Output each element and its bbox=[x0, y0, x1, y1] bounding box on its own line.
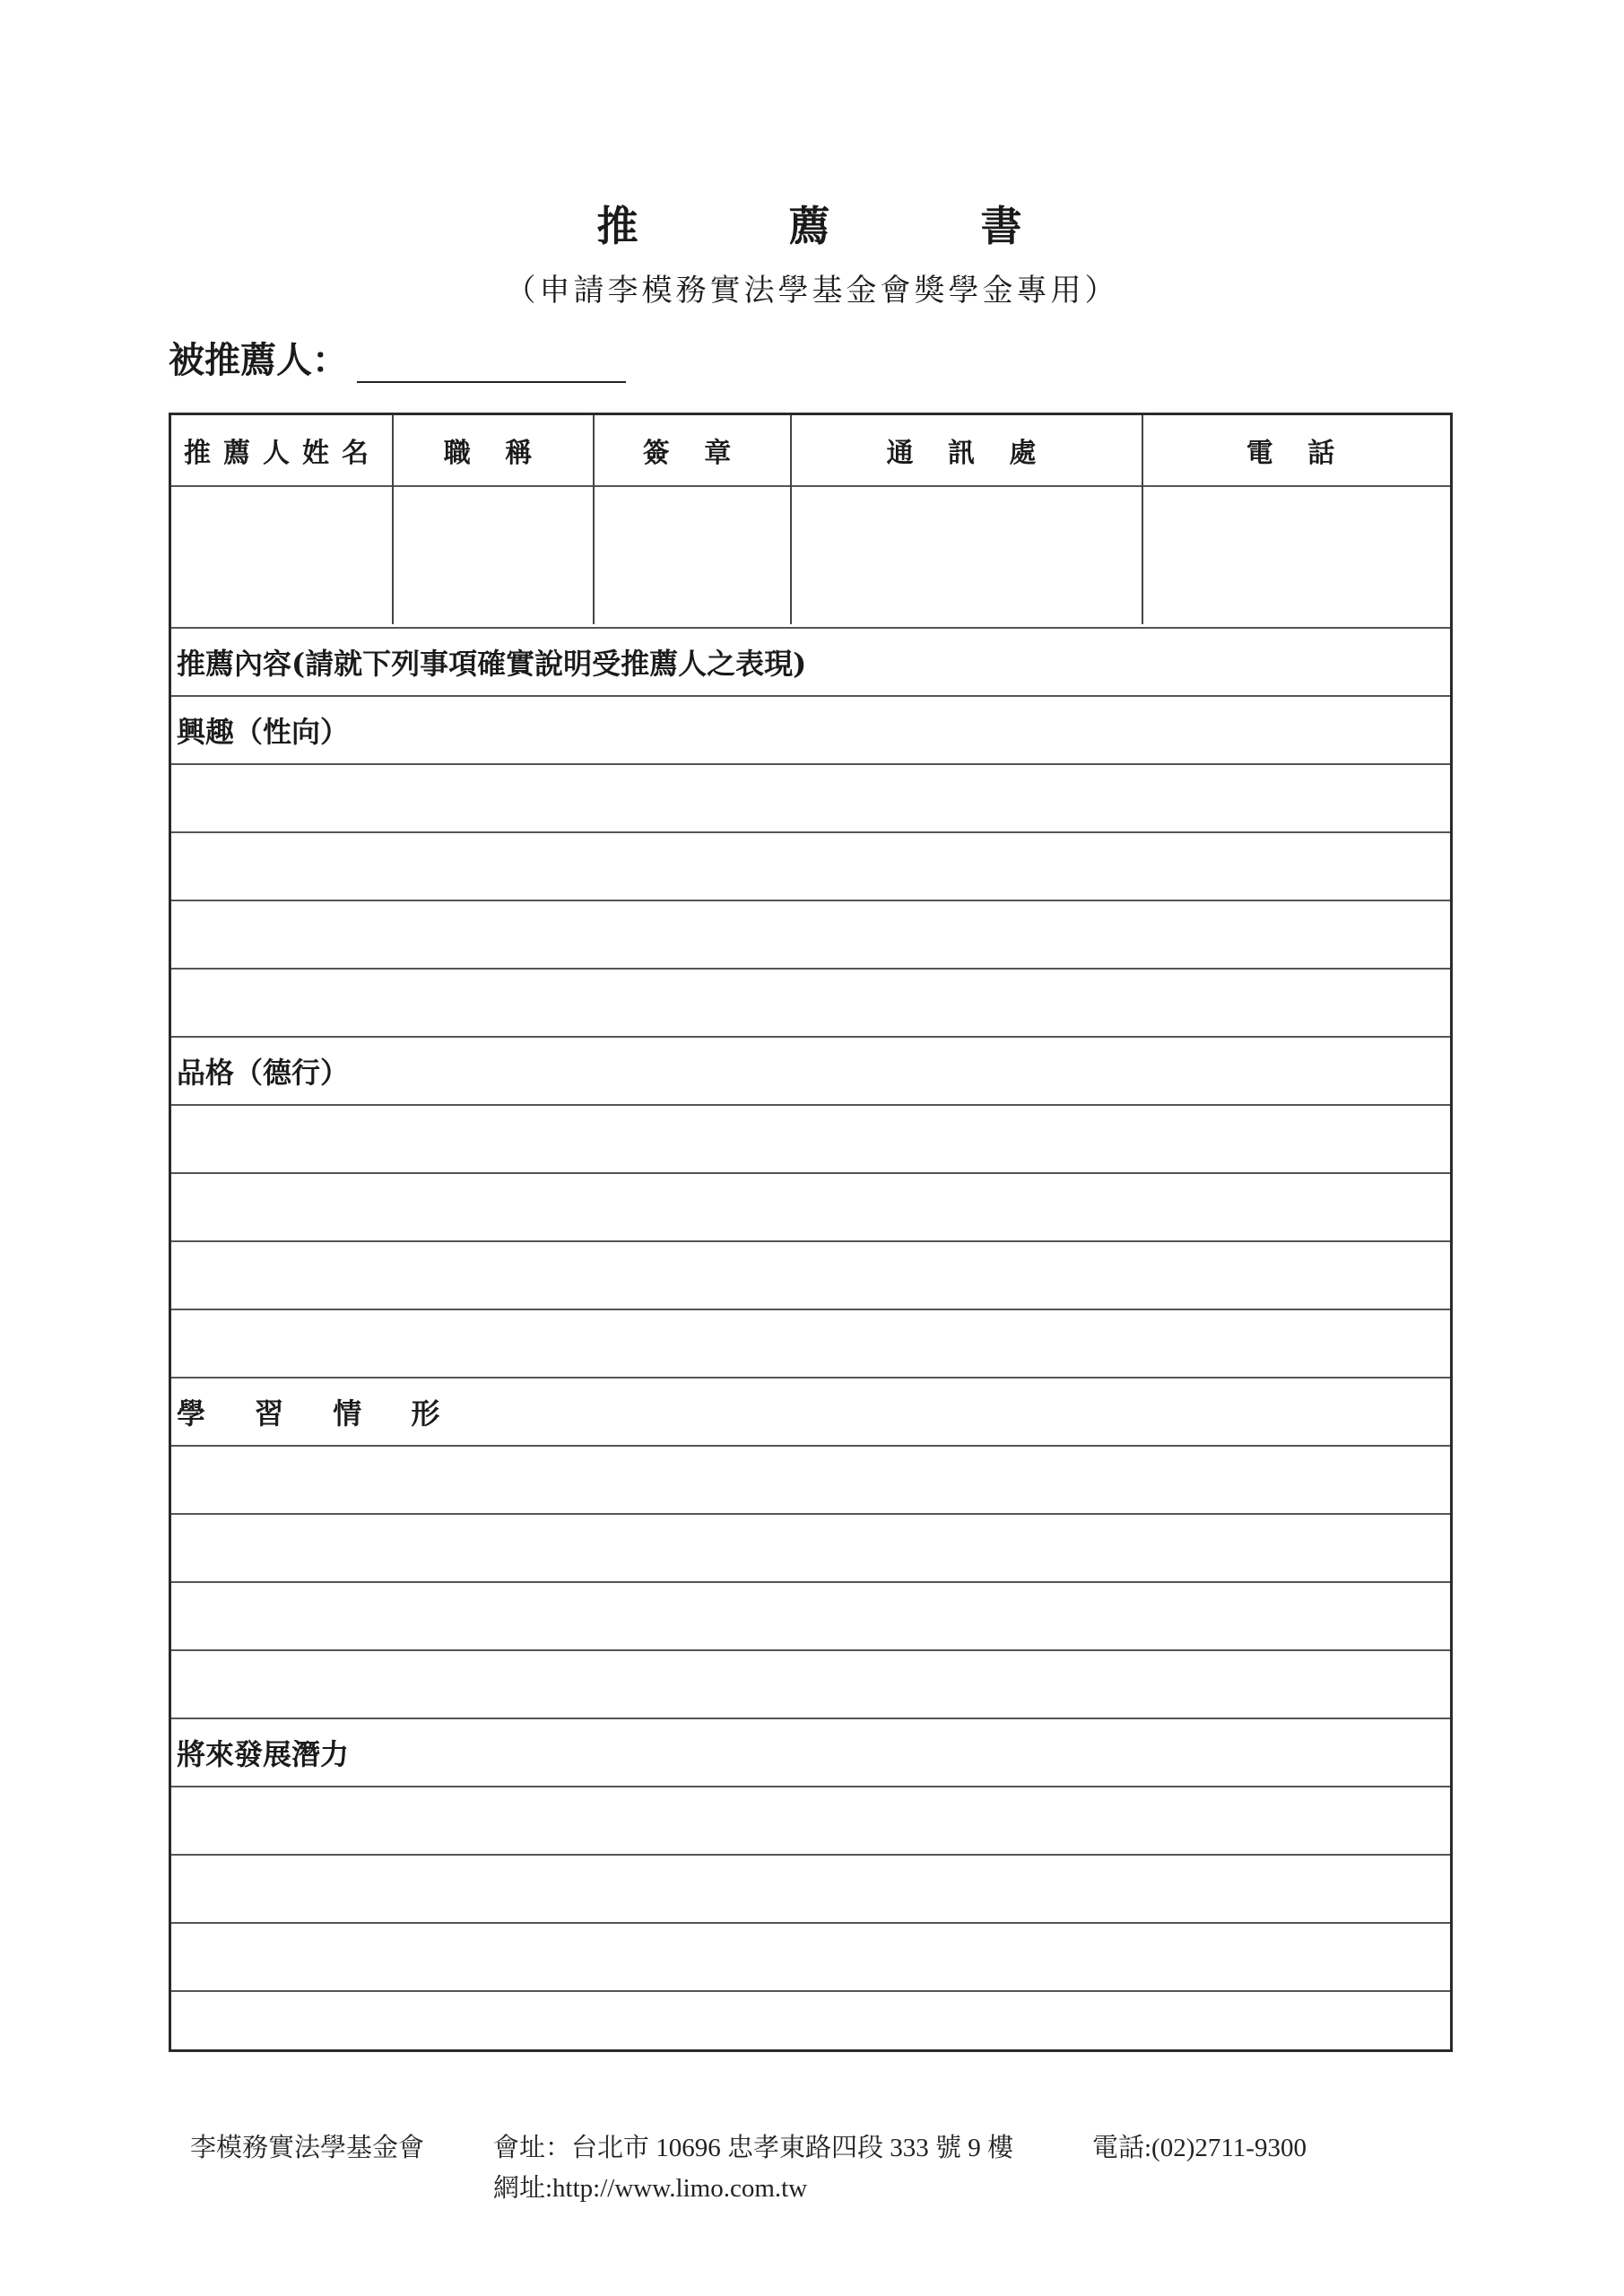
section-character-label: 品格（德行） bbox=[177, 1056, 350, 1090]
writing-line[interactable] bbox=[171, 1172, 1450, 1174]
entry-job-title[interactable] bbox=[394, 485, 595, 627]
writing-line[interactable] bbox=[171, 1581, 1450, 1583]
col-divider bbox=[392, 415, 394, 624]
title-char-1: 推 bbox=[596, 202, 644, 250]
col-divider bbox=[1142, 415, 1143, 624]
writing-line[interactable] bbox=[171, 1786, 1450, 1787]
footer-phone: 電話:(02)2711-9300 bbox=[1092, 2134, 1307, 2162]
section-interest-label: 興趣（性向） bbox=[177, 715, 350, 749]
title-char-2: 薦 bbox=[788, 202, 836, 250]
writing-line[interactable] bbox=[171, 1309, 1450, 1310]
section-study-label: 學 習 情 形 bbox=[177, 1396, 460, 1431]
header-phone: 電 話 bbox=[1246, 438, 1348, 469]
header-recommender-name: 推薦人姓名 bbox=[184, 438, 381, 469]
writing-line[interactable] bbox=[171, 1990, 1450, 1992]
content-heading-divider bbox=[171, 695, 1450, 697]
header-signature: 簽 章 bbox=[642, 438, 744, 469]
recommendation-table bbox=[169, 413, 1453, 2052]
header-job-title: 職 稱 bbox=[443, 438, 545, 469]
writing-line[interactable] bbox=[171, 1854, 1450, 1856]
writing-line[interactable] bbox=[171, 831, 1450, 833]
col-divider bbox=[593, 415, 595, 624]
recommendee-label: 被推薦人： bbox=[169, 339, 348, 381]
section-potential-label: 將來發展潛力 bbox=[177, 1737, 350, 1771]
writing-line[interactable] bbox=[171, 1922, 1450, 1924]
table-header-row bbox=[171, 415, 1450, 485]
title-char-3: 書 bbox=[980, 202, 1028, 250]
writing-line[interactable] bbox=[171, 763, 1450, 765]
footer-address: 會址：台北市 10696 忠孝東路四段 333 號 9 樓 bbox=[493, 2134, 1014, 2162]
writing-line[interactable] bbox=[171, 1445, 1450, 1447]
writing-line[interactable] bbox=[171, 1513, 1450, 1515]
col-divider bbox=[790, 415, 792, 624]
writing-line[interactable] bbox=[171, 1104, 1450, 1106]
entry-phone[interactable] bbox=[1143, 485, 1450, 627]
entry-recommender-name[interactable] bbox=[171, 485, 394, 627]
entry-address[interactable] bbox=[792, 485, 1143, 627]
header-address: 通 訊 處 bbox=[886, 438, 1049, 469]
writing-line[interactable] bbox=[171, 968, 1450, 970]
content-heading: 推薦內容(請就下列事項確實說明受推薦人之表現) bbox=[177, 647, 807, 681]
writing-line[interactable] bbox=[171, 1649, 1450, 1651]
writing-line[interactable] bbox=[171, 900, 1450, 901]
entry-divider bbox=[171, 627, 1450, 629]
page-footer bbox=[190, 2127, 1307, 2205]
form-title bbox=[0, 194, 1624, 253]
footer-org-name: 李模務實法學基金會 bbox=[190, 2134, 425, 2162]
section-divider bbox=[171, 1377, 1450, 1378]
recommendee-field bbox=[169, 332, 626, 383]
footer-website[interactable]: 網址:http://www.limo.com.tw bbox=[493, 2174, 808, 2203]
recommender-entry-row bbox=[171, 485, 1450, 627]
writing-line[interactable] bbox=[171, 1240, 1450, 1242]
recommendee-blank[interactable] bbox=[357, 340, 626, 383]
section-divider bbox=[171, 1718, 1450, 1719]
entry-signature[interactable] bbox=[595, 485, 792, 627]
form-subtitle: （申請李模務實法學基金會獎學金專用） bbox=[505, 273, 1119, 309]
section-divider bbox=[171, 1036, 1450, 1038]
